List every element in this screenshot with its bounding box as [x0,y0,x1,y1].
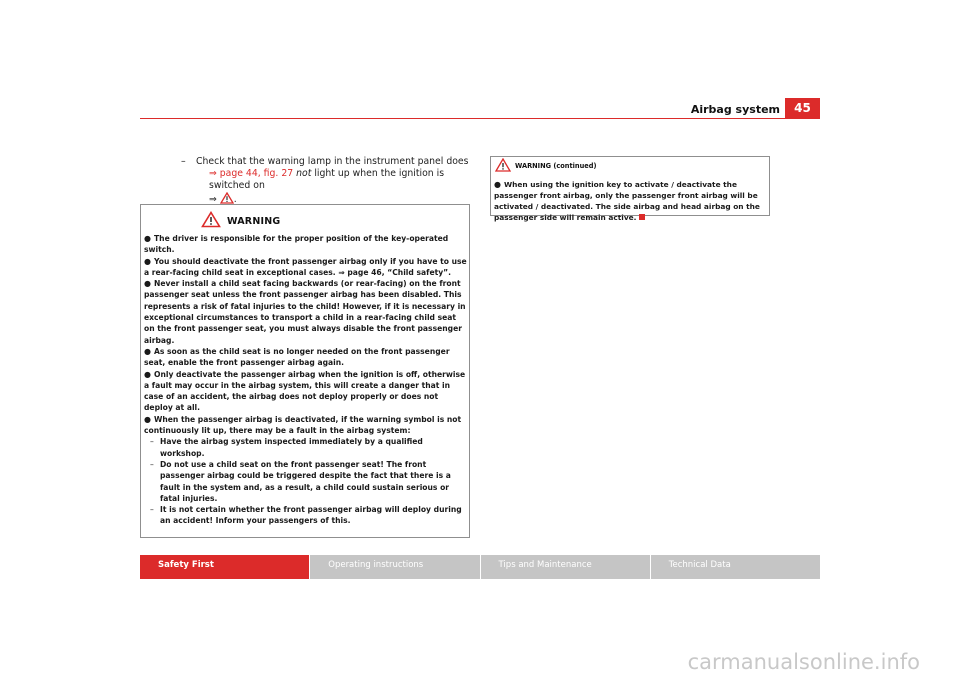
warning-continued-header [495,158,597,174]
tab-technical-data[interactable]: Technical Data [651,555,820,579]
warning-continued-box [490,156,770,222]
warning-bullet: ● As soon as the child seat is no longer needed on the front passenger seat, enable the front passenger airbag again. [144,346,450,368]
warning-continued-body: ● When using the ignition key to activate / deactivate the passenger front airbag, only the passenger front airbag will be activated / deactivated. The side airbag and head airbag on the passenger side will remain active. [494,180,760,222]
section-title: Airbag system [690,103,780,116]
intro-line-1: Check that the warning lamp in the instrument panel does [196,156,469,167]
intro-instruction [181,156,476,208]
watermark: carmanualsonline.info [687,650,920,674]
intro-line-2-text: light up when the ignition is switched on [209,168,445,191]
bullet-icon: ● [144,234,151,243]
bullet-icon: ● [144,414,151,424]
tab-safety-first[interactable]: Safety First [140,555,309,579]
emphasis-not: not [296,168,312,179]
warning-box [140,204,470,538]
list-dash: – [181,156,186,167]
warning-bullet: ● The driver is responsible for the proper position of the key-operated switch. [144,234,449,255]
bullet-icon: ● [144,346,151,356]
warning-triangle-icon [201,211,221,231]
bullet-icon: ● [144,369,151,379]
intro-line-2 [196,168,476,192]
section-end-icon [639,214,645,220]
warning-title: WARNING [227,215,281,227]
intro-period: . [233,194,237,205]
arrow-symbol: ⇒ [209,194,217,205]
warning-subitem: – Do not use a child seat on the front passenger seat! The front passenger airbag could be triggered despite the fact that there is a fault in the system and, as a result, a child could sustain serious or fatal injuries. [150,459,451,503]
tab-operating-instructions[interactable]: Operating instructions [310,555,479,579]
bullet-icon: ● [144,279,151,289]
warning-bullet: ● When the passenger airbag is deactivated, if the warning symbol is not continuously lit up, there may be a fault in the airbag system: [144,414,462,436]
bullet-icon: ● [144,256,151,266]
warning-header [201,211,280,231]
footer-nav [140,555,820,579]
tab-tips-maintenance[interactable]: Tips and Maintenance [481,555,650,579]
page-number: 45 [785,98,820,118]
child-safety-reference-link[interactable]: ⇒ page 46, “Child safety”. [338,267,452,277]
warning-subitem: – Have the airbag system inspected immediately by a qualified workshop. [150,437,423,458]
bullet-icon: ● [494,180,501,189]
warning-body [144,233,467,527]
warning-bullet: ● Only deactivate the passenger airbag when the ignition is off, otherwise a fault may occur in the airbag system, this will create a danger that in case of an accident, the airbag does not deploy properly or does not deploy at all. [144,369,466,413]
warning-continued-title: WARNING (continued) [515,162,597,170]
warning-bullet: ● You should deactivate the front passenger airbag only if you have to use a rear-facing child seat in exceptional cases. ⇒ page 46, “Child safety”. [144,256,467,277]
warning-bullet: ● Never install a child seat facing backwards (or rear-facing) on the front passenger seat unless the front passenger airbag has been disabled. This represents a risk of fatal injuries to the child! However, if it is necessary in exceptional circumstances to transport a child in a rear-facing child seat on the front passenger seat, you must always disable the front passenger airbag. [144,279,466,345]
warning-subitem: – It is not certain whether the front passenger airbag will deploy during an accident! Inform your passengers of this. [150,505,462,526]
warning-triangle-icon [495,158,511,174]
header-divider [140,118,820,119]
figure-reference-link[interactable]: ⇒ page 44, fig. 27 [209,168,294,179]
